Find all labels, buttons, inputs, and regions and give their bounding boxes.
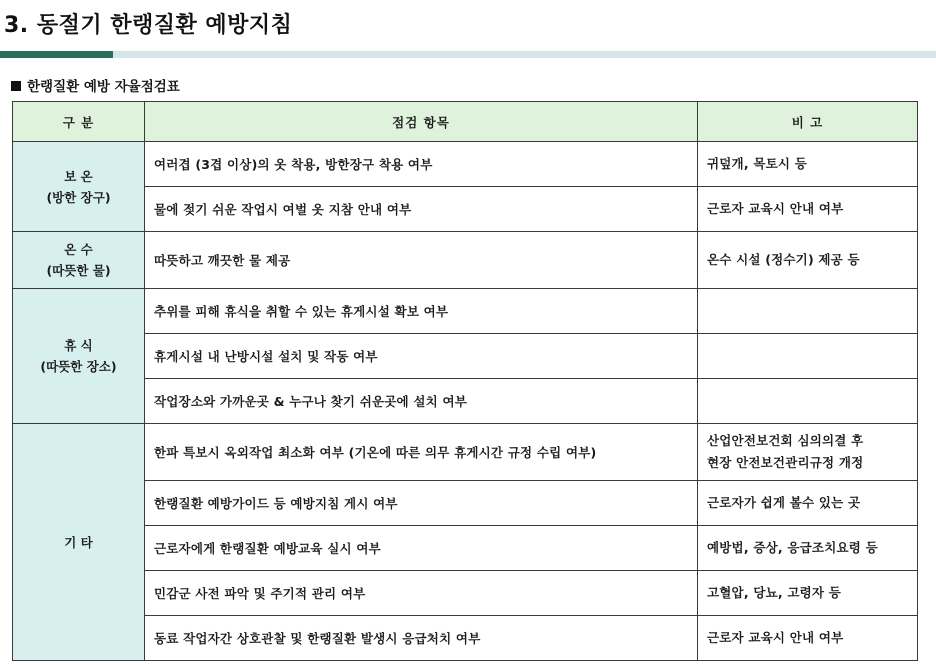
note-cell: 귀덮개, 목토시 등 [698, 142, 918, 187]
item-cell: 여러겹 (3겹 이상)의 옷 착용, 방한장구 착용 여부 [145, 142, 698, 187]
item-cell: 물에 젖기 쉬운 작업시 여벌 옷 지참 안내 여부 [145, 187, 698, 232]
note-cell: 근로자가 쉽게 볼수 있는 곳 [698, 481, 918, 526]
item-cell: 근로자에게 한랭질환 예방교육 실시 여부 [145, 526, 698, 571]
category-cell-warmth [13, 142, 145, 232]
note-line: 산업안전보건회 심의의결 후 [707, 433, 864, 448]
category-label: 휴 식 [64, 338, 93, 353]
table-row [13, 481, 918, 526]
item-cell: 휴게시설 내 난방시설 설치 및 작동 여부 [145, 334, 698, 379]
table-row [13, 232, 918, 289]
category-label: 온 수 [64, 242, 93, 257]
checklist-table [12, 101, 918, 661]
table-row [13, 289, 918, 334]
table-row [13, 334, 918, 379]
category-sublabel: (따뜻한 장소) [40, 359, 117, 374]
note-cell: 근로자 교육시 안내 여부 [698, 616, 918, 661]
category-sublabel: (방한 장구) [46, 189, 111, 205]
table-row [13, 424, 918, 481]
table-row [13, 571, 918, 616]
category-cell-rest [13, 289, 145, 424]
table-row [13, 526, 918, 571]
page-title: 3. 동절기 한랭질환 예방지침 [4, 13, 293, 38]
note-cell [698, 334, 918, 379]
category-label: 보 온 [64, 168, 93, 184]
header-note: 비 고 [698, 102, 918, 142]
subtitle-text: 한랭질환 예방 자율점검표 [27, 79, 180, 95]
header-item: 점검 항목 [145, 102, 698, 142]
square-bullet-icon [11, 81, 21, 91]
table-row [13, 379, 918, 424]
note-line: 현장 안전보건관리규정 개정 [707, 455, 864, 470]
category-label: 기 타 [64, 534, 93, 550]
title-rule-accent [0, 51, 113, 58]
note-cell: 예방법, 증상, 응급조치요령 등 [698, 526, 918, 571]
note-cell [698, 424, 918, 481]
item-cell: 한파 특보시 옥외작업 최소화 여부 (기온에 따른 의무 휴게시간 규정 수립 여부) [145, 424, 698, 481]
header-category: 구 분 [13, 102, 145, 142]
item-cell: 따뜻하고 깨끗한 물 제공 [145, 232, 698, 289]
note-cell [698, 289, 918, 334]
title-rule [113, 51, 936, 58]
item-cell: 작업장소와 가까운곳 & 누구나 찾기 쉬운곳에 설치 여부 [145, 379, 698, 424]
note-cell: 근로자 교육시 안내 여부 [698, 187, 918, 232]
table-row [13, 142, 918, 187]
table-row [13, 187, 918, 232]
category-sublabel: (따뜻한 물) [46, 263, 111, 278]
item-cell: 민감군 사전 파악 및 주기적 관리 여부 [145, 571, 698, 616]
note-cell: 온수 시설 (정수기) 제공 등 [698, 232, 918, 289]
table-row [13, 616, 918, 661]
section-subtitle [11, 75, 180, 95]
item-cell: 동료 작업자간 상호관찰 및 한랭질환 발생시 응급처치 여부 [145, 616, 698, 661]
category-cell-other [13, 424, 145, 661]
item-cell: 추위를 피해 휴식을 취할 수 있는 휴게시설 확보 여부 [145, 289, 698, 334]
item-cell: 한랭질환 예방가이드 등 예방지침 게시 여부 [145, 481, 698, 526]
note-cell [698, 379, 918, 424]
note-cell: 고혈압, 당뇨, 고령자 등 [698, 571, 918, 616]
category-cell-warm-water [13, 232, 145, 289]
